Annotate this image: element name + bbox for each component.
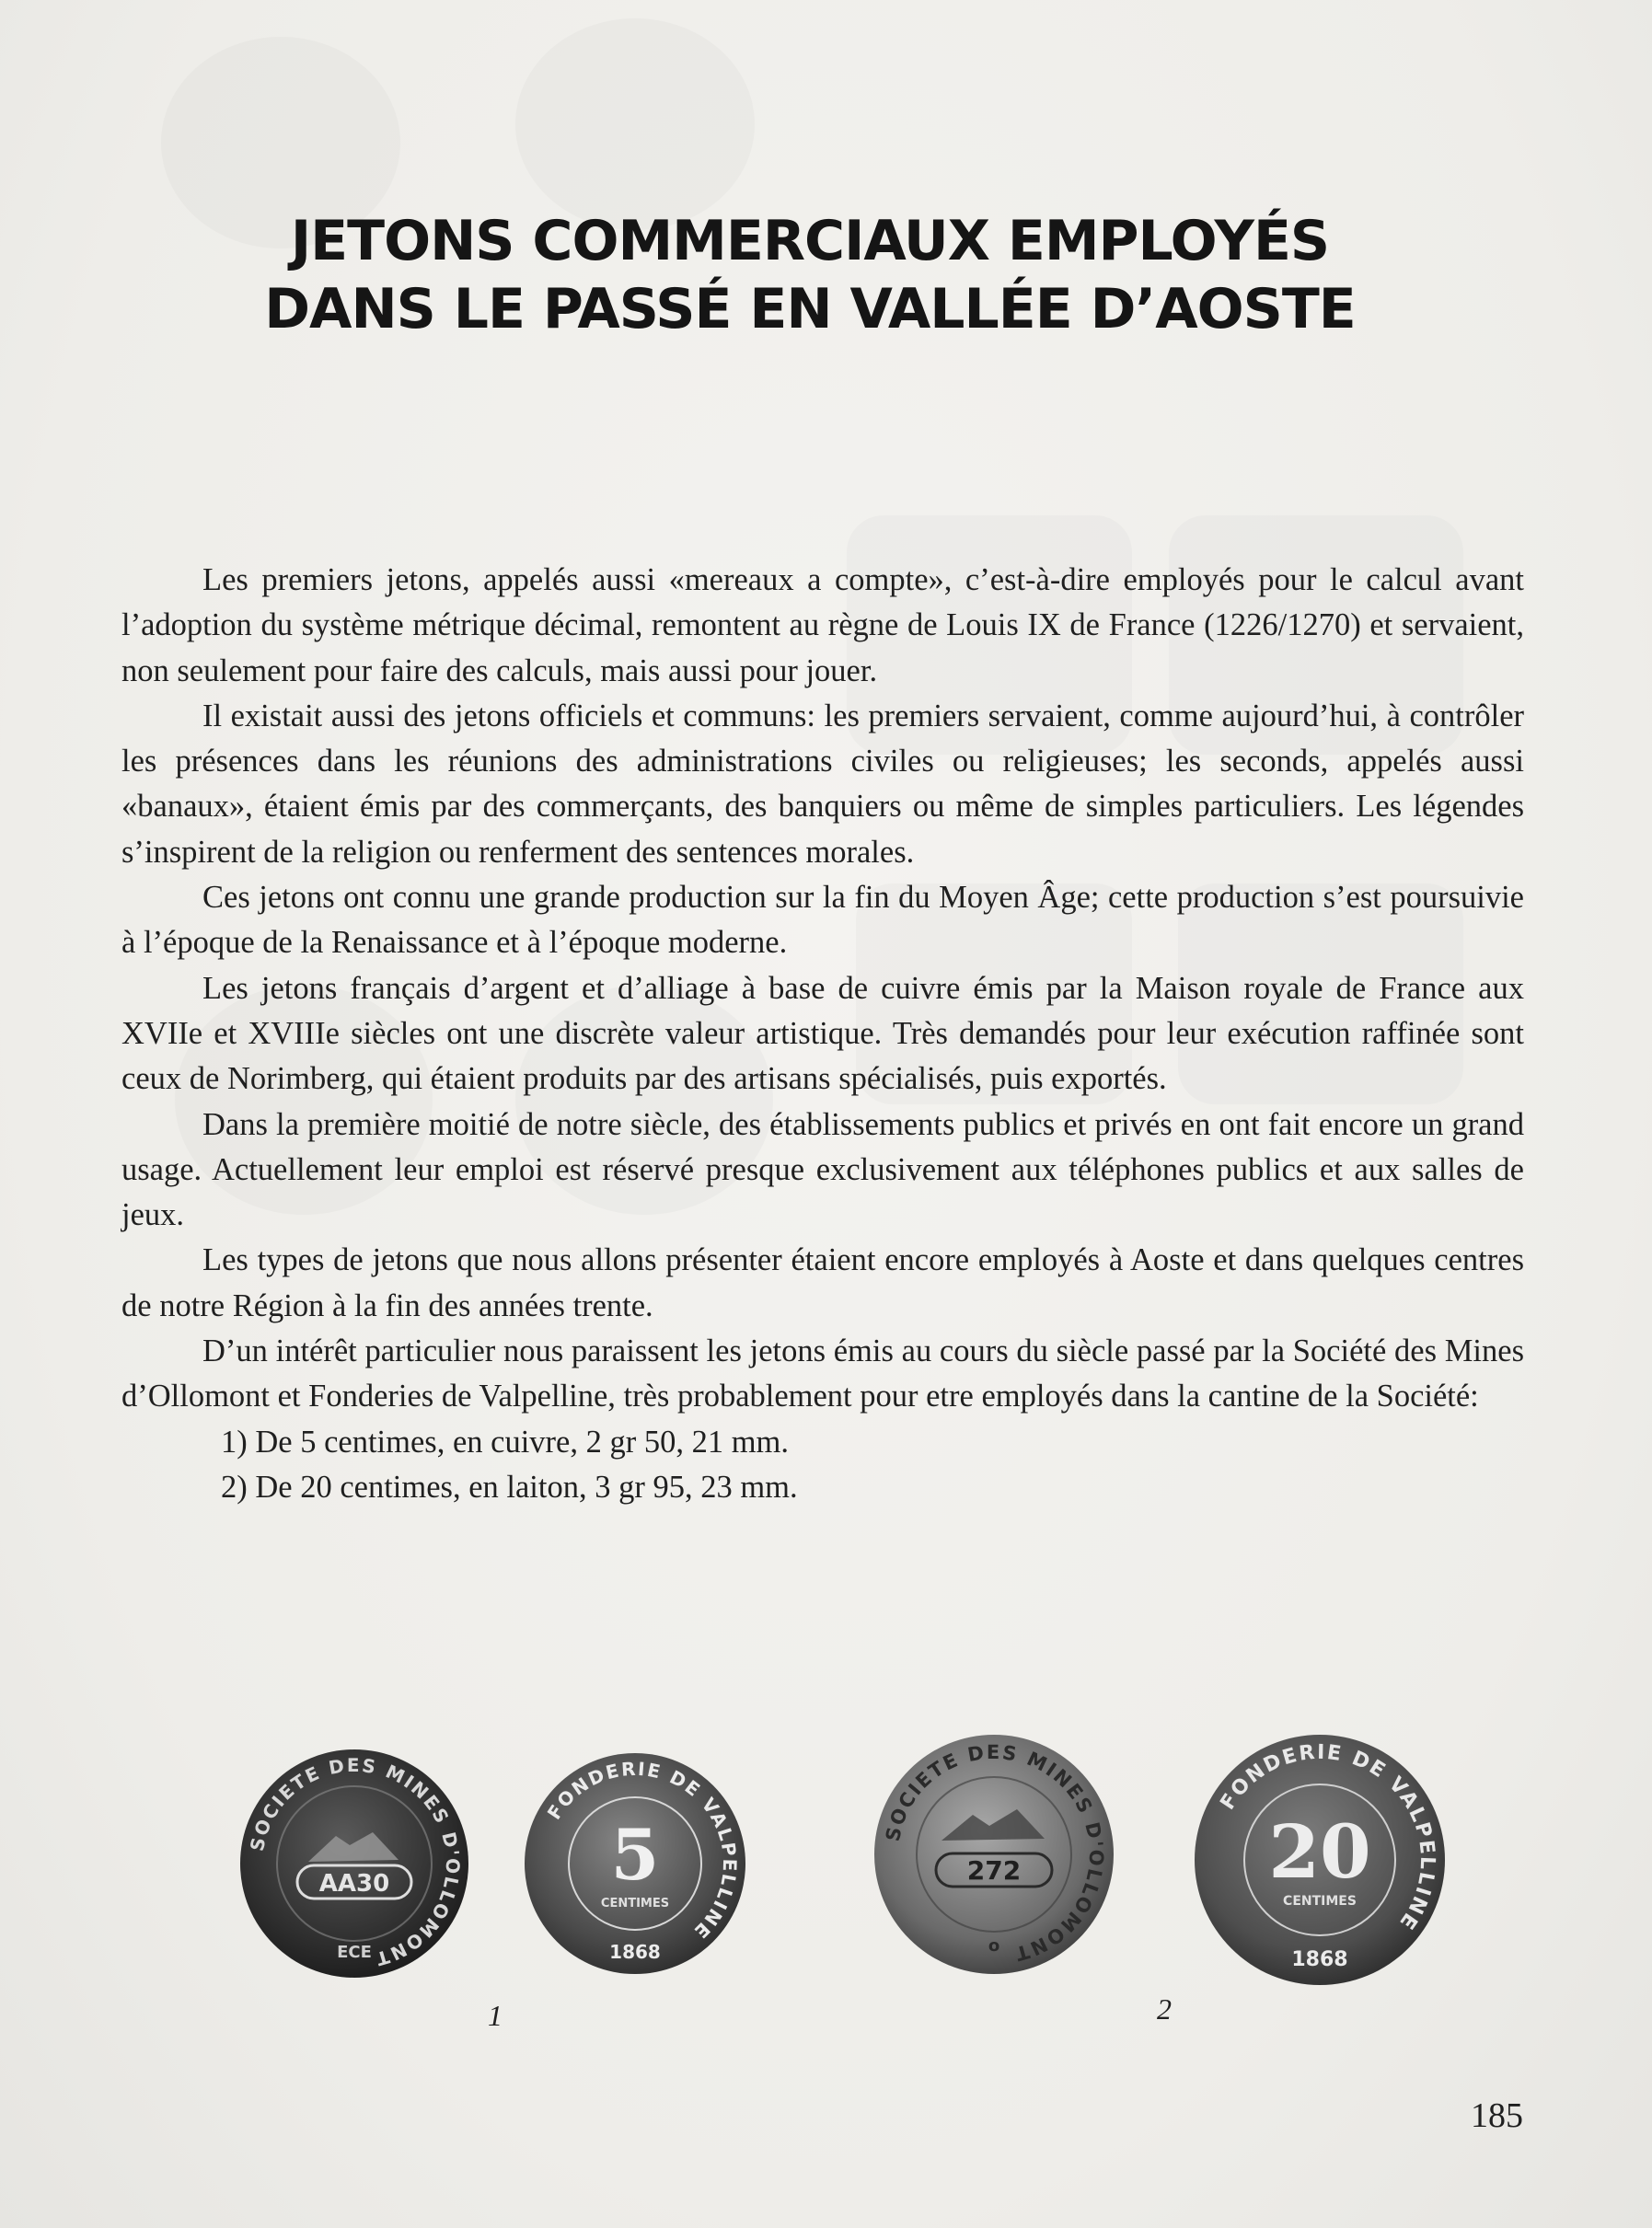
coin-2-reverse-unit: CENTIMES — [1283, 1894, 1357, 1909]
coin-1-reverse-year: 1868 — [609, 1941, 661, 1963]
coin-2-obverse-legend: SOCIETE DES MINES D'OLLOMONT — [881, 1740, 1108, 1966]
list-item: 2) De 20 centimes, en laiton, 3 gr 95, 23 mm. — [221, 1469, 798, 1505]
figure-caption-2: 2 — [1157, 1992, 1172, 2026]
paragraph: Dans la première moitié de notre siècle, des établissements publics et privés en ont fait encore un grand usage. Actuellement leur emploi est réservé presque exclusivement aux téléphones publics et aux salles de jeux. — [121, 1106, 1524, 1233]
bleed-through-shadow — [515, 18, 755, 230]
coin-1-reverse-legend: FONDERIE DE VALPELLINE — [542, 1757, 742, 1945]
coin-2-reverse-image — [1190, 1730, 1450, 1990]
paragraph: D’un intérêt particulier nous paraissent les jetons émis au cours du siècle passé par la Société des Mines d’Ollomont et Fonderies de Valpelline, très probablement pour etre employés dans la cantine de la Société: — [121, 1333, 1524, 1414]
paragraph: Il existait aussi des jetons officiels et communs: les premiers servaient, comme aujourd’hui, à contrôler les présences dans les réunions des administrations civiles ou religieuses; les seconds, appelés aussi «banaux», étaient émis par des commerçants, des banquiers ou même de simples particuliers. Les légendes s’inspirent de la religion ou renferment des sentences morales. — [121, 698, 1524, 870]
figure-caption-1: 1 — [488, 1999, 503, 2032]
coin-2-reverse-year: 1868 — [1291, 1948, 1348, 1971]
coin-1-obverse-center: AA30 — [318, 1870, 390, 1898]
coin-1-reverse-image — [520, 1749, 750, 1979]
paragraph: Les jetons français d’argent et d’alliage à base de cuivre émis par la Maison royale de France aux XVIIe et XVIIIe siècles ont une discrète valeur artistique. Très demandés pour leur exécution raffinée sont ceux de Norimberg, qui étaient produits par des artisans spécialisés, puis exportés. — [121, 970, 1524, 1097]
list-item: 1) De 5 centimes, en cuivre, 2 gr 50, 21 mm. — [221, 1424, 790, 1460]
coin-2-obverse-center: 272 — [966, 1855, 1022, 1886]
paragraph: Les premiers jetons, appelés aussi «mereaux a compte», c’est-à-dire employés pour le calcul avant l’adoption du système métrique décimal, remontent au règne de Louis IX de France (1226/1270) et servaient, non seulement pour faire des calculs, mais aussi pour jouer. — [121, 562, 1524, 688]
coin-figures — [0, 1730, 1652, 2061]
page-number: 185 — [1471, 2096, 1523, 2135]
coin-2-obverse-image — [870, 1730, 1118, 1979]
coin-1-obverse-image — [235, 1744, 474, 1983]
coin-1-obverse-legend: SOCIETE DES MINES D'OLLOMONT — [245, 1753, 465, 1971]
coin-1-reverse-value: 5 — [610, 1814, 660, 1896]
page-title — [129, 207, 1491, 343]
paragraph: Ces jetons ont connu une grande production sur la fin du Moyen Âge; cette production s’est poursuivie à l’époque de la Renaissance et à l’époque moderne. — [121, 880, 1524, 961]
coin-2-obverse-bottom: o — [988, 1936, 1000, 1956]
title-line-2: DANS LE PASSÉ EN VALLÉE D’AOSTE — [264, 277, 1356, 341]
coin-2-reverse-value: 20 — [1268, 1808, 1371, 1895]
paragraph: Les types de jetons que nous allons présenter étaient encore employés à Aoste et dans quelques centres de notre Région à la fin des années trente. — [121, 1242, 1524, 1323]
title-line-1: JETONS COMMERCIAUX EMPLOYÉS — [290, 209, 1330, 273]
article-body — [121, 558, 1524, 1510]
coin-1-reverse-unit: CENTIMES — [600, 1897, 670, 1911]
coin-2-reverse-legend: FONDERIE DE VALPELLINE — [1216, 1740, 1439, 1935]
coin-1-obverse-bottom: ECE — [337, 1943, 372, 1962]
